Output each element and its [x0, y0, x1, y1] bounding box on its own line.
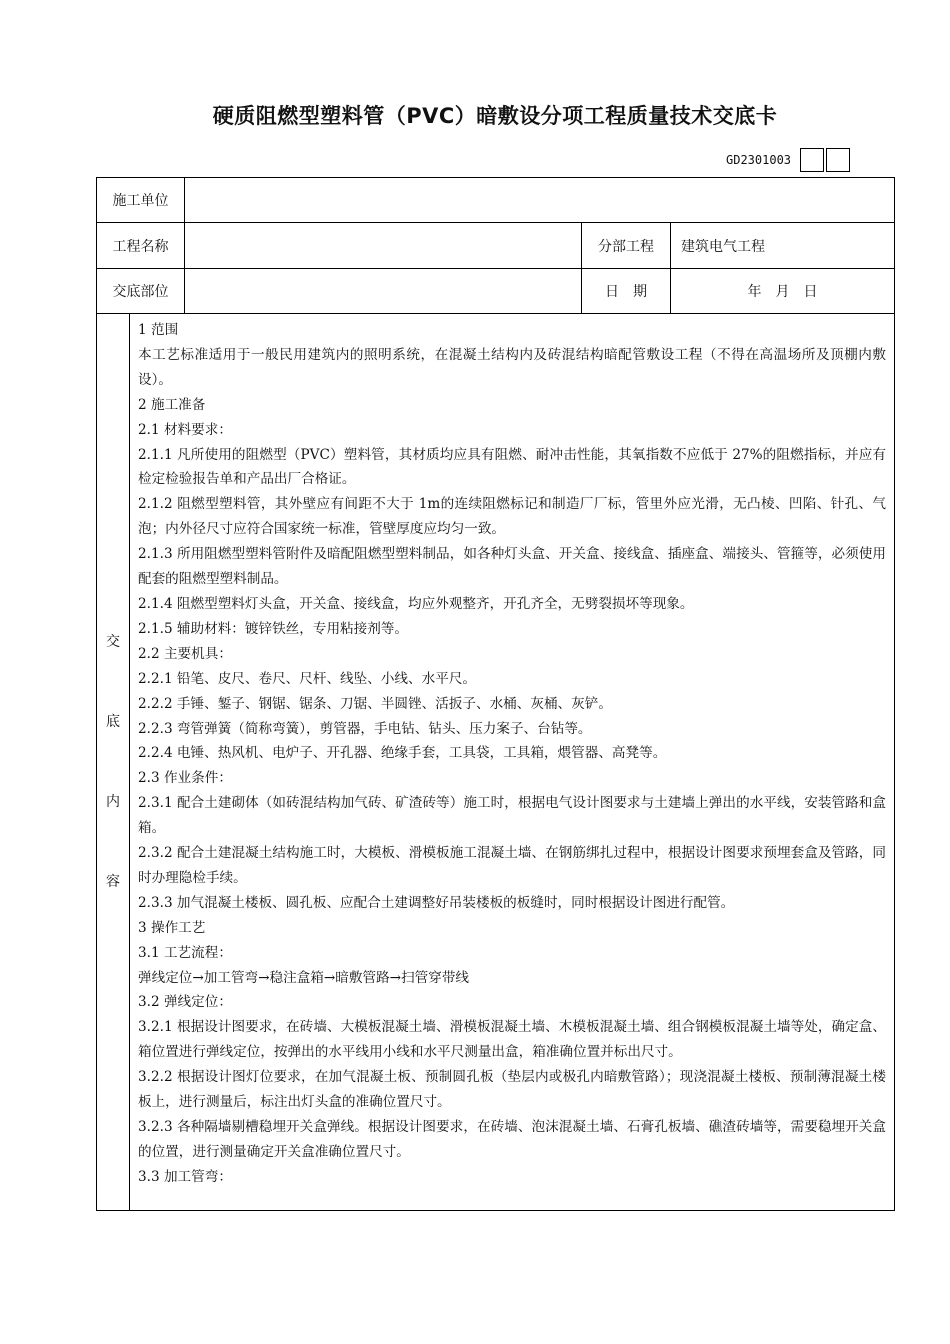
content-line: 2.2.3 弯管弹簧（简称弯簧），剪管器，手电钻、钻头、压力案子、台钻等。 — [138, 720, 592, 737]
sub-project-label: 分部工程 — [582, 223, 671, 269]
content-line: 2.1 材料要求： — [138, 421, 232, 438]
content-line: 2.1.1 凡所使用的阻燃型（PVC）塑料管，其材质均应具有阻燃、耐冲击性能，其氧指数不应低于 27%的阻燃指标，并应有检定检验报告单和产品出厂合格证。 — [138, 446, 887, 488]
sub-project-value: 建筑电气工程 — [671, 223, 895, 269]
side-char-3: 内 — [106, 794, 120, 810]
content-line: 2.1.5 辅助材料：镀锌铁丝，专用粘接剂等。 — [138, 620, 409, 637]
content-line: 2.2.4 电锤、热风机、电炉子、开孔器、绝缘手套，工具袋，工具箱，煨管器、高凳等。 — [138, 745, 667, 762]
handover-content — [130, 314, 895, 1211]
handover-location-field[interactable] — [185, 269, 582, 314]
content-line: 3.2.1 根据设计图要求，在砖墙、大模板混凝土墙、滑模板混凝土墙、木模板混凝土墙、组合钢模板混凝土墙等处，确定盒、箱位置进行弹线定位，按弹出的水平线用小线和水平尺测量出盒，箱准确位置并标出尺寸。 — [138, 1019, 887, 1061]
content-line: 2.1.3 所用阻燃型塑料管附件及暗配阻燃型塑料制品，如各种灯头盒、开关盒、接线盒、插座盒、端接头、管箍等，必须使用配套的阻燃型塑料制品。 — [138, 546, 887, 588]
document-title: 硬质阻燃型塑料管（PVC）暗敷设分项工程质量技术交底卡 — [212, 104, 778, 128]
project-name-label: 工程名称 — [97, 223, 185, 269]
content-line: 3.2.3 各种隔墙剔槽稳埋开关盒弹线。根据设计图要求，在砖墙、泡沫混凝土墙、石膏孔板墙、礁渣砖墙等，需要稳埋开关盒的位置，进行测量确定开关盒准确位置尺寸。 — [138, 1119, 887, 1160]
content-line: 2.3.1 配合土建砌体（如砖混结构加气砖、矿渣砖等）施工时，根据电气设计图要求与土建墙上弹出的水平线，安装管路和盒箱。 — [138, 795, 887, 837]
content-line: 2.2 主要机具： — [138, 645, 232, 662]
side-char-2: 底 — [106, 714, 120, 730]
content-line: 2 施工准备 — [138, 396, 206, 413]
construction-unit-field[interactable] — [185, 178, 895, 223]
date-label: 日 期 — [582, 269, 671, 314]
content-line: 2.3 作业条件： — [138, 770, 232, 787]
content-line: 2.1.4 阻燃型塑料灯头盒，开关盒、接线盒，均应外观整齐，开孔齐全，无劈裂损坏等现象。 — [138, 595, 694, 612]
content-line: 2.1.2 阻燃型塑料管，其外壁应有间距不大于 1m的连续阻燃标记和制造厂厂标，管里外应光滑，无凸棱、凹陷、针孔、气泡；内外径尺寸应符合国家统一标准，管壁厚度应均匀一致。 — [138, 496, 887, 538]
construction-unit-label: 施工单位 — [97, 178, 185, 223]
content-line: 弹线定位→加工管弯→稳注盒箱→暗敷管路→扫管穿带线 — [138, 969, 470, 986]
side-char-1: 交 — [106, 634, 120, 650]
handover-table — [96, 177, 895, 1211]
document-code-text: GD2301003 — [726, 153, 792, 167]
content-line: 3.2 弹线定位： — [138, 994, 232, 1011]
document-code — [726, 148, 791, 172]
content-line: 2.2.1 铅笔、皮尺、卷尺、尺杆、线坠、小线、水平尺。 — [138, 670, 476, 687]
content-line: 本工艺标准适用于一般民用建筑内的照明系统，在混凝土结构内及砖混结构暗配管敷设工程（不得在高温场所及顶棚内敷设）。 — [138, 346, 887, 388]
code-box-2[interactable] — [826, 148, 850, 172]
handover-content-label — [97, 314, 130, 1211]
content-line: 3.2.2 根据设计图灯位要求，在加气混凝土板、预制圆孔板（垫层内或极孔内暗敷管路）；现浇混凝土楼板、预制薄混凝土楼板上，进行测量后，标注出灯头盒的准确位置尺寸。 — [138, 1069, 887, 1111]
handover-location-label: 交底部位 — [97, 269, 185, 314]
content-line: 2.2.2 手锤、錾子、钢锯、锯条、刀锯、半圆锉、活扳子、水桶、灰桶、灰铲。 — [138, 695, 612, 712]
content-line: 2.3.2 配合土建混凝土结构施工时，大模板、滑模板施工混凝土墙、在钢筋绑扎过程中，根据设计图要求预埋套盒及管路，同时办理隐检手续。 — [138, 845, 887, 886]
code-box-1[interactable] — [800, 148, 824, 172]
content-line: 3 操作工艺 — [138, 919, 206, 936]
content-line: 3.1 工艺流程： — [138, 944, 232, 961]
side-char-4: 容 — [106, 874, 120, 890]
content-line: 2.3.3 加气混凝土楼板、圆孔板、应配合土建调整好吊装楼板的板缝时，同时根据设计图进行配管。 — [138, 894, 735, 911]
project-name-field[interactable] — [185, 223, 582, 269]
date-field[interactable]: 年 月 日 — [671, 269, 895, 314]
content-line: 1 范围 — [138, 322, 179, 338]
content-line: 3.3 加工管弯： — [138, 1168, 232, 1185]
